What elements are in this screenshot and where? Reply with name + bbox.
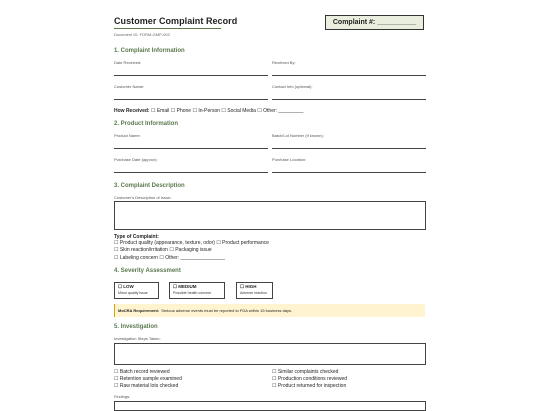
section-complaint-information: 1. Complaint Information: [114, 48, 185, 54]
section-complaint-description: 3. Complaint Description: [114, 183, 185, 189]
purchase-location-label: Purchase Location:: [272, 157, 307, 162]
type-options-line-2[interactable]: ☐ Skin reaction/irritation ☐ Packaging issue: [114, 247, 212, 253]
findings-textarea[interactable]: [114, 401, 426, 411]
customer-description-textarea[interactable]: [114, 201, 426, 230]
severity-high-title: ☐ HIGH: [240, 284, 257, 289]
contact-info-label: Contact Info (optional):: [272, 84, 313, 89]
severity-low-desc: Minor quality issue: [118, 291, 148, 295]
type-options-line-3[interactable]: ☐ Labeling concern ☐ Other: ________________: [114, 255, 225, 261]
purchase-location-field[interactable]: [272, 172, 426, 173]
severity-high-desc: Adverse reaction: [240, 291, 267, 295]
customer-description-label: Customer's Description of Issue:: [114, 195, 172, 200]
title-underline: [114, 28, 221, 29]
findings-label: Findings:: [114, 394, 131, 399]
how-received-options[interactable]: ☐ Email ☐ Phone ☐ In-Person ☐ Social Media ☐ Other: _________: [150, 108, 304, 114]
product-name-label: Product Name:: [114, 133, 141, 138]
check-raw-material[interactable]: ☐ Raw material lots checked: [114, 383, 179, 389]
date-received-field[interactable]: [114, 75, 268, 76]
severity-high-option[interactable]: [236, 282, 273, 299]
check-retention-sample[interactable]: ☐ Retention sample examined: [114, 376, 182, 382]
severity-medium-desc: Possible health concern: [173, 291, 212, 295]
document-id: Document ID: FORM-GMP-002: [114, 32, 170, 37]
page-title: Customer Complaint Record: [114, 16, 238, 26]
section-investigation: 5. Investigation: [114, 324, 158, 330]
product-name-field[interactable]: [114, 148, 268, 149]
batch-lot-label: Batch/Lot Number (if known):: [272, 133, 324, 138]
check-batch-record[interactable]: ☐ Batch record reviewed: [114, 369, 170, 375]
purchase-date-label: Purchase Date (approx):: [114, 157, 158, 162]
how-received-row[interactable]: [114, 108, 303, 114]
complaint-number-box[interactable]: Complaint #: __________: [325, 15, 424, 30]
severity-low-title: ☐ LOW: [118, 284, 134, 289]
mocra-label: MoCRA Requirement:: [118, 308, 160, 313]
date-received-label: Date Received:: [114, 60, 142, 65]
severity-low-option[interactable]: [114, 282, 159, 299]
how-received-label: How Received:: [114, 108, 150, 114]
mocra-text: Serious adverse events must be reported to FDA within 15 business days.: [161, 308, 293, 313]
check-production-conditions[interactable]: ☐ Production conditions reviewed: [272, 376, 348, 382]
investigation-steps-textarea[interactable]: [114, 343, 426, 365]
section-product-information: 2. Product Information: [114, 121, 179, 127]
batch-lot-field[interactable]: [272, 148, 426, 149]
customer-name-field[interactable]: [114, 99, 268, 100]
check-product-returned[interactable]: ☐ Product returned for inspection: [272, 383, 347, 389]
type-options-line-1[interactable]: ☐ Product quality (appearance, texture, odor) ☐ Product performance: [114, 240, 269, 246]
severity-medium-option[interactable]: [169, 282, 225, 299]
mocra-requirement-note: [114, 304, 425, 317]
check-similar-complaints[interactable]: ☐ Similar complaints checked: [272, 369, 339, 375]
section-severity-assessment: 4. Severity Assessment: [114, 268, 181, 274]
contact-info-field[interactable]: [272, 99, 426, 100]
purchase-date-field[interactable]: [114, 172, 268, 173]
investigation-steps-label: Investigation Steps Taken:: [114, 336, 161, 341]
received-by-field[interactable]: [272, 75, 426, 76]
customer-name-label: Customer Name:: [114, 84, 145, 89]
severity-medium-title: ☐ MEDIUM: [173, 284, 197, 289]
type-label-text: Type of Complaint:: [114, 234, 159, 240]
received-by-label: Received By:: [272, 60, 296, 65]
